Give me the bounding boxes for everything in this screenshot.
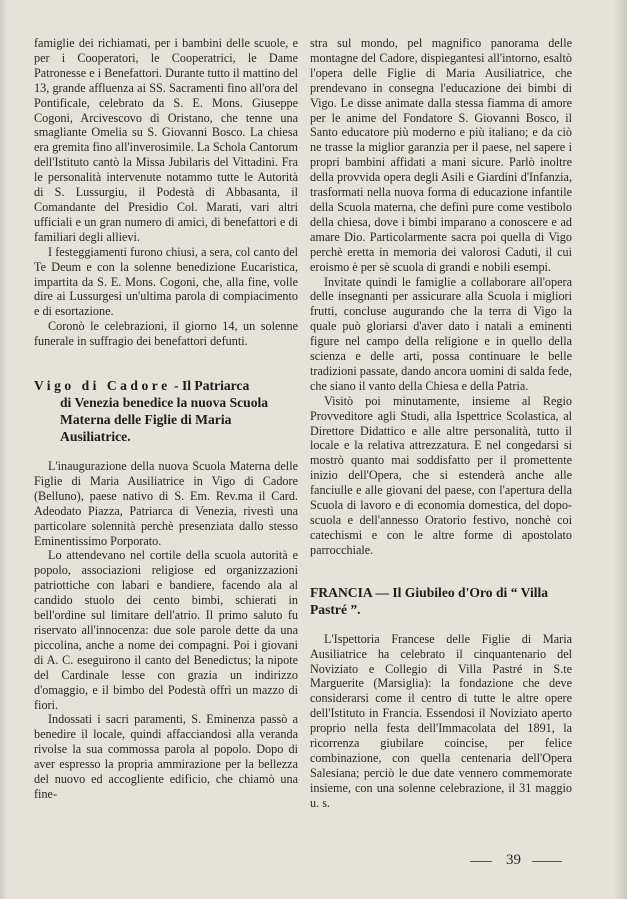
paragraph: L'Ispettoria Francese delle Figlie di Maria Ausiliatrice ha celebrato il cinquantenario del Noviziato e Collegio di Villa Pastré in S.te Marguerite (Marsiglia): la fondazione che deve considerarsi come il centro di tutte le altre opere dell'Istituto in Francia. Essendosi il Noviziato aperto proprio nella festa dell'Immacolata del 1891, la ricorrenza giubilare coincise, per felice combinazione, con quella centenaria dell'Opera Salesiana; perciò le due date vennero commemorate insieme, con una solenne celebrazione, il 31 maggio u. s. (310, 631, 572, 810)
heading-place: FRANCIA (310, 584, 372, 600)
page-edge-shadow (613, 0, 627, 899)
right-column (310, 36, 572, 811)
heading-title-continued: di Venezia benedice la nuova Scuola Materna delle Figlie di Maria Ausiliatrice. (60, 395, 269, 445)
page-number: 39 (506, 852, 521, 868)
paragraph: Visitò poi minutamente, insieme al Regio Provveditore agli Studi, alla Ispettrice Scolastica, al Direttore Didattico e alle altre personalità, tutto il locale e la relativa attrezzatura. E nel congedarsi si mostrò quanto mai soddisfatto per il promettente inizio dell'Opera, che si estenderà anche alle fanciulle e alle giovani del paese, con l'apertura della Scuola di lavoro e di economia domestica, del dopo-scuola e dell'annesso Oratorio festivo, nonchè coi catechismi e con le altre forme di apostolato parrocchiale. (310, 393, 572, 557)
heading-dash: — (375, 584, 393, 600)
paragraph: stra sul mondo, pel magnifico panorama delle montagne del Cadore, dispiegantesi all'intorno, esaltò l'opera delle Figlie di Maria Ausiliatrice, che prendevano in consegna l'educazione dei bimbi di Vigo. Le disse animate dalla stessa fiamma di amore per le anime del Fondatore S. Giovanni Bosco, il Santo educatore più moderno e più italiano; e da ciò ne trasse la miglior garanzia per il paese, nel sapere i propri bambini affidati a mani sicure. Parlò inoltre della provvida opera degli Asili e Giardini d'Infanzia, trasformati nella nuova forma di educazione infantile della Scuola materna, che definì pure come vestibolo della chiesa, dove i bimbi imparano a conoscere e ad amare Dio. Particolarmente sacra poi quella di Vigo perchè eretta in memoria dei valorosi Caduti, il cui eroismo è per sè scuola di grandi e nobili esempi. (310, 36, 572, 274)
paragraph: Lo attendevano nel cortile della scuola autorità e popolo, associazioni religiose ed organizzazioni patriottiche con labari e bandiere, facendo ala al candido stuolo dei cento bimbi, schierati in bell'ordine sul limitare dell'atrio. Il primo saluto fu riservato all'innocenza: due sole parole dette da una piccolina, anche a nome dei compagni. Poi i giovani di A. C. eseguirono il canto del Benedictus; la nipote del Cardinale lesse con grazia un indirizzo d'omaggio, e il bimbo del Podestà offrì un mazzo di fiori. (34, 548, 298, 712)
paragraph: L'inaugurazione della nuova Scuola Materna delle Figlie di Maria Ausiliatrice in Vigo di Cadore (Belluno), paese nativo di S. Em. Rev.ma il Card. Adeodato Piazza, Patriarca di Venezia, rivestì una particolare solennità perchè presenziata dallo stesso Eminentissimo Porporato. (34, 459, 298, 548)
heading-place: Vigo di Cadore (34, 378, 171, 394)
page-gutter-shadow (0, 0, 8, 899)
paragraph: Coronò le celebrazioni, il giorno 14, un solenne funerale in suffragio dei benefattori defunti. (34, 319, 298, 349)
left-column (34, 36, 298, 802)
section-heading-vigo (34, 377, 298, 445)
heading-title: Il Giubileo d'Oro di “ Villa Pastré ”. (310, 584, 549, 617)
heading-title-part: - Il Patriarca (174, 378, 250, 394)
section-heading-francia (310, 584, 572, 618)
page-number-rule (532, 861, 562, 862)
paragraph: Indossati i sacri paramenti, S. Eminenza passò a benedire il locale, quindi affacciandosi alla veranda rivolse la sua commossa parola al popolo. Dopo di aver espresso la propria ammirazione per la bellezza del nuovo ed accogliente edificio, che chiamò una fine- (34, 712, 298, 801)
paragraph: Invitate quindi le famiglie a collaborare all'opera delle insegnanti per assicurare alla Scuola i migliori frutti, concluse augurando che la terra di Vigo la quale può gloriarsi d'aver dato i natali a eminenti figure nel campo della religione e in quello della scienza e delle arti, possa continuare le belle tradizioni passate, dando ancora uomini di salda fede, che siano il vanto della Chiesa e della Patria. (310, 274, 572, 393)
page-number-rule (470, 861, 492, 862)
paragraph: I festeggiamenti furono chiusi, a sera, col canto del Te Deum e con la solenne benedizione Eucaristica, impartita da S. E. Mons. Cogoni, che, alla fine, volle dire ai Lussurgesi un'ultima parola di compiacimento e di esortazione. (34, 244, 298, 319)
paragraph: famiglie dei richiamati, per i bambini delle scuole, e per i Cooperatori, le Cooperatrici, le Dame Patronesse e i Benefattori. Durante tutto il mattino del 13, grande affluenza ai SS. Sacramenti fino all'ora del Pontificale, celebrato da S. E. Mons. Giuseppe Cogoni, Arcivescovo di Oristano, che tenne una smagliante Omelia su S. Giovanni Bosco. La chiesa era gremita fino all'inverosimile. La Schola Cantorum dell'Istituto cantò la Missa Jubilaris del Vittadini. Fra le personalità intervenute notammo tutte le Autorità di S. Lussurgiu, il Podestà di Abbasanta, il Comandante del Presidio Col. Marati, vari altri ufficiali e un gran numero di amici, di benefattori e di familiari degli allievi. (34, 36, 298, 244)
